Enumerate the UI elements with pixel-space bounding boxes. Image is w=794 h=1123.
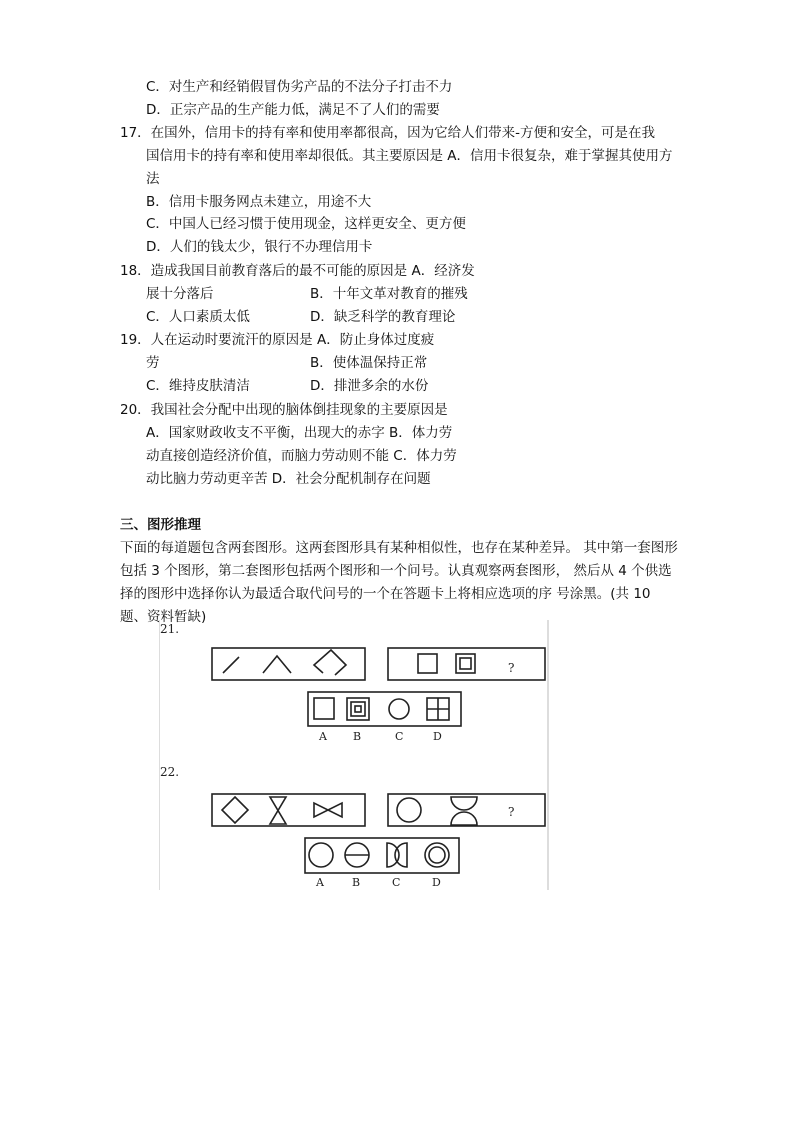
q17-option-d: D．人们的钱太少，银行不办理信用卡 xyxy=(146,239,373,255)
q21-label-c: C xyxy=(395,730,404,743)
section-intro-line-3: 择的图形中选择你认为最适合取代问号的一个在答题卡上将相应选项的序 号涂黑。(共 10 xyxy=(120,586,651,602)
q22-label-a: A xyxy=(316,876,324,889)
section-heading: 三、图形推理 xyxy=(120,517,201,533)
q21-option-c-icon xyxy=(389,699,409,719)
q22-option-c-icon xyxy=(387,843,407,867)
q21-number: 21. xyxy=(160,622,180,636)
q19-line-1: 19．人在运动时要流汗的原因是 A．防止身体过度疲 xyxy=(120,332,435,348)
section-intro-line-2: 包括 3 个图形，第二套图形包括两个图形和一个问号。认真观察两套图形， 然后从 4 个供选 xyxy=(120,563,672,579)
section-intro-line-1: 下面的每道题包含两套图形。这两套图形具有某种相似性，也存在某种差异。 其中第一套图形 xyxy=(120,540,678,556)
q22-hourglass-icon xyxy=(270,797,286,824)
q21-question-mark: ? xyxy=(508,661,515,675)
q20-line-2: A．国家财政收支不平衡，出现大的赤字 B．体力劳 xyxy=(146,425,453,441)
q21-caret-icon xyxy=(263,656,291,673)
q19-line-2a: 劳 xyxy=(146,355,160,371)
q18-line-3b: D．缺乏科学的教育理论 xyxy=(310,309,456,325)
q21-label-d: D xyxy=(433,730,442,743)
q22-circle-icon xyxy=(397,798,421,822)
q17-line-2: 国信用卡的持有率和使用率却很低。其主要原因是 A．信用卡很复杂，难于掌握其使用方 xyxy=(146,148,673,164)
q22-label-d: D xyxy=(432,876,441,889)
q17-option-b: B．信用卡服务网点未建立，用途不大 xyxy=(146,194,372,210)
q21-set2-box xyxy=(388,648,545,680)
q19-line-3b: D．排泄多余的水份 xyxy=(310,378,429,394)
q19-line-2b: B．使体温保持正常 xyxy=(310,355,428,371)
q22-option-b-icon xyxy=(345,843,369,867)
q22-bowtie-icon xyxy=(314,803,342,817)
q22-diamond-icon xyxy=(222,797,248,823)
q21-set1-box xyxy=(212,648,365,680)
q22-hourglass-arcs-icon xyxy=(451,797,477,825)
q21-square-icon xyxy=(418,654,437,673)
figure-reasoning-image xyxy=(159,620,549,890)
q21-label-b: B xyxy=(353,730,362,743)
q21-label-a: A xyxy=(319,730,327,743)
q22-label-b: B xyxy=(352,876,361,889)
q21-option-b-icon xyxy=(347,698,369,720)
q17-line-1: 17．在国外，信用卡的持有率和使用率都很高，因为它给人们带来-方便和安全，可是在我 xyxy=(120,125,656,141)
q16-option-d: D．正宗产品的生产能力低，满足不了人们的需要 xyxy=(146,102,440,118)
q18-line-2b: B．十年文革对教育的摧残 xyxy=(310,286,468,302)
q20-line-1: 20．我国社会分配中出现的脑体倒挂现象的主要原因是 xyxy=(120,402,448,418)
q22-option-a-icon xyxy=(309,843,333,867)
q21-option-d-icon xyxy=(427,698,449,720)
q22-option-d-icon xyxy=(425,843,449,867)
q21-open-diamond-icon xyxy=(314,650,346,675)
q20-line-4: 动比脑力劳动更辛苦 D．社会分配机制存在问题 xyxy=(146,471,431,487)
q21-nested-square-icon xyxy=(456,654,475,673)
q21-option-a-icon xyxy=(314,698,334,719)
q20-line-3: 动直接创造经济价值，而脑力劳动则不能 C．体力劳 xyxy=(146,448,457,464)
q17-option-c: C．中国人已经习惯于使用现金，这样更安全、更方便 xyxy=(146,216,466,232)
q16-option-c: C．对生产和经销假冒伪劣产品的不法分子打击不力 xyxy=(146,79,453,95)
q21-slash-icon xyxy=(223,657,239,673)
q22-number: 22. xyxy=(160,765,180,779)
section-intro-line-4: 题、资料暂缺) xyxy=(120,609,207,625)
q17-line-3: 法 xyxy=(146,171,160,187)
q18-line-1: 18．造成我国目前教育落后的最不可能的原因是 A．经济发 xyxy=(120,263,475,279)
q18-line-2a: 展十分落后 xyxy=(146,286,214,302)
q19-line-3a: C．维持皮肤清洁 xyxy=(146,378,250,394)
q22-question-mark: ? xyxy=(508,805,515,819)
q22-label-c: C xyxy=(392,876,401,889)
q18-line-3a: C．人口素质太低 xyxy=(146,309,250,325)
